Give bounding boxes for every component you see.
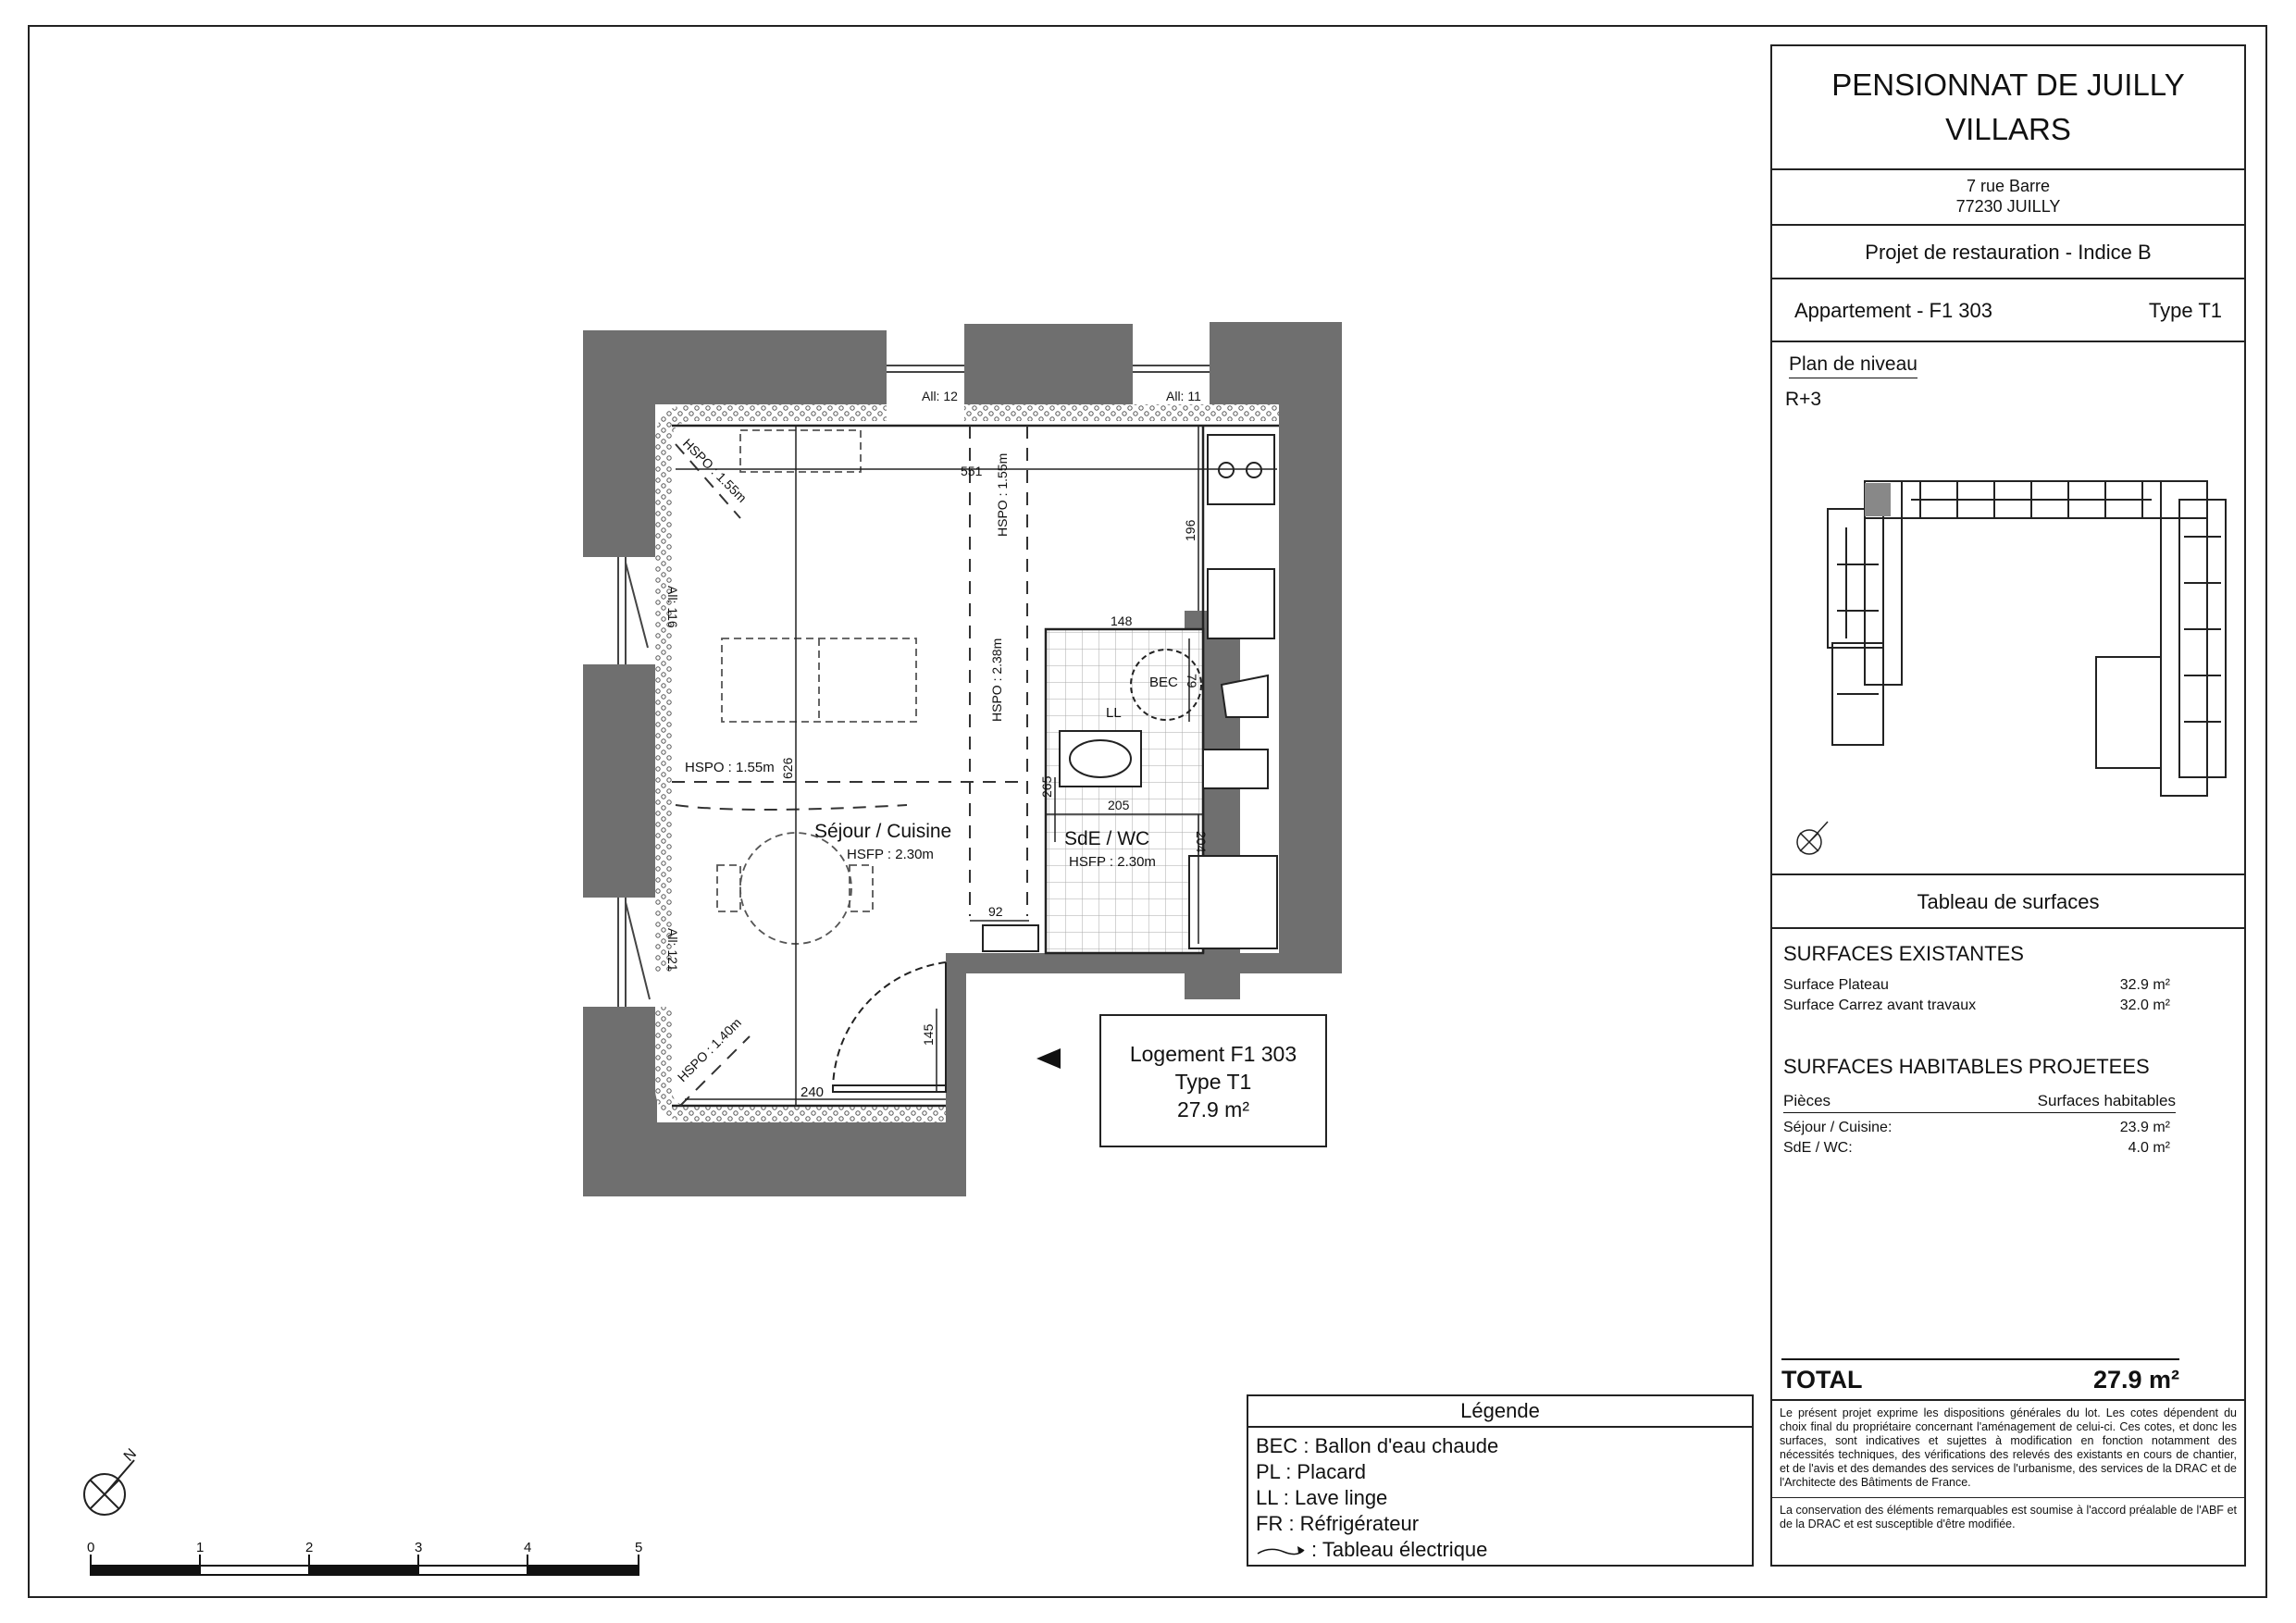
- scale-label-5: 5: [635, 1540, 643, 1555]
- legend-item-pl: PL : Placard: [1256, 1460, 1367, 1483]
- address-street: 7 rue Barre: [1966, 177, 2051, 195]
- furniture: [717, 430, 916, 944]
- dim-265: 265: [1039, 775, 1054, 798]
- existing-row-label: Surface Carrez avant travaux: [1783, 997, 1977, 1013]
- dim-79: 79: [1185, 674, 1199, 688]
- scale-bar: [91, 1555, 639, 1575]
- disclaimer-divider: [1772, 1497, 2244, 1498]
- building-subname: VILLARS: [1945, 112, 2071, 146]
- projected-row-value: 4.0 m²: [2128, 1140, 2170, 1156]
- logement-summary: [1099, 1014, 1327, 1147]
- level-label: R+3: [1785, 389, 1822, 410]
- allege-top-left: All: 12: [922, 389, 958, 403]
- projected-header: [1783, 1092, 2176, 1113]
- surfaces-title: Tableau de surfaces: [1772, 875, 2244, 929]
- ll-label: LL: [1106, 705, 1122, 721]
- legend-item-ll: LL : Lave linge: [1256, 1486, 1388, 1509]
- north-arrow-icon: [84, 1460, 134, 1515]
- electric-panel-icon: [1256, 1544, 1311, 1557]
- dim-626: 626: [780, 757, 795, 779]
- projected-row-label: SdE / WC:: [1783, 1140, 1853, 1156]
- dim-145: 145: [921, 1023, 936, 1046]
- dim-205: 205: [1108, 798, 1130, 812]
- bec-label: BEC: [1149, 675, 1178, 690]
- existing-row: [1783, 977, 2170, 996]
- pointer-arrow-icon: [1036, 1048, 1061, 1069]
- address-city: 77230 JUILLY: [1955, 197, 2061, 216]
- project-label: Projet de restauration - Indice B: [1772, 226, 2244, 279]
- address: [1772, 170, 2244, 226]
- apartment-label: Appartement - F1 303: [1794, 299, 1993, 322]
- legend-item-te-label: : Tableau électrique: [1311, 1538, 1488, 1561]
- apartment-row: [1772, 279, 2244, 342]
- existing-row-value: 32.0 m²: [2119, 997, 2170, 1013]
- logement-area: 27.9 m²: [1177, 1097, 1249, 1121]
- dim-551: 551: [961, 464, 983, 478]
- total-value: 27.9 m²: [2092, 1366, 2179, 1394]
- existing-title: SURFACES EXISTANTES: [1783, 942, 2024, 965]
- building-title: [1772, 46, 2244, 170]
- allege-left-top: All: 116: [665, 586, 680, 628]
- building-name: PENSIONNAT DE JUILLY: [1831, 68, 2185, 102]
- total-row: [1781, 1358, 2179, 1399]
- scale-label-1: 1: [196, 1540, 205, 1555]
- dim-92: 92: [988, 904, 1003, 919]
- existing-row-value: 32.9 m²: [2119, 977, 2170, 993]
- legend-item-fr: FR : Réfrigérateur: [1256, 1512, 1420, 1535]
- projected-row: [1783, 1120, 2170, 1138]
- logement-type: Type T1: [1174, 1070, 1252, 1094]
- projected-title: SURFACES HABITABLES PROJETEES: [1783, 1055, 2150, 1078]
- apartment-type: Type T1: [2148, 299, 2222, 322]
- title-block: [1770, 44, 2246, 1567]
- projected-row-label: Séjour / Cuisine:: [1783, 1120, 1893, 1135]
- col-rooms: Pièces: [1783, 1092, 1831, 1109]
- room-height-sejour: HSFP : 2.30m: [847, 847, 934, 862]
- dim-196: 196: [1183, 519, 1198, 541]
- north-label: N: [120, 1445, 141, 1465]
- scale-label-2: 2: [305, 1540, 314, 1555]
- scale-label-4: 4: [524, 1540, 532, 1555]
- dim-148: 148: [1111, 613, 1133, 628]
- col-surfaces: Surfaces habitables: [2037, 1092, 2176, 1109]
- legend-item-te: [1248, 1537, 1752, 1563]
- surfaces-table: [1772, 929, 2244, 1410]
- scale-label-0: 0: [87, 1540, 95, 1555]
- hspo-mid: HSPO : 1.55m: [685, 760, 775, 775]
- room-name-sejour: Séjour / Cuisine: [814, 821, 952, 842]
- plan-label: Plan de niveau: [1789, 353, 1917, 378]
- level-mini-plan: [1772, 342, 2244, 875]
- allege-top-right: All: 11: [1166, 389, 1201, 403]
- disclaimer-abf: La conservation des éléments remarquables est soumise à l'accord préalable de l'ABF et de la DRAC et est susceptible d'être modifiée.: [1780, 1504, 2237, 1530]
- level-plan: [1772, 342, 2244, 875]
- room-height-sde: HSFP : 2.30m: [1069, 854, 1156, 870]
- projected-row-value: 23.9 m²: [2119, 1120, 2170, 1135]
- allege-left-bottom: All: 121: [665, 928, 680, 972]
- legend-item-bec: BEC : Ballon d'eau chaude: [1256, 1434, 1499, 1457]
- hspo-238: HSPO : 2.38m: [989, 638, 1004, 722]
- legend-title: Légende: [1248, 1396, 1752, 1428]
- disclaimer: [1772, 1399, 2244, 1568]
- total-label: TOTAL: [1781, 1366, 1863, 1394]
- room-name-sde: SdE / WC: [1064, 828, 1150, 849]
- hspo-vertical: HSPO : 1.55m: [995, 452, 1010, 537]
- logement-name: Logement F1 303: [1129, 1042, 1297, 1066]
- existing-row: [1783, 997, 2170, 1016]
- disclaimer-general: Le présent projet exprime les dispositions générales du lot. Les cotes dépendent du choix final du propriétaire concernant l'aménagement de celui-ci. Ces cotes, et donc les surfaces, sont indicatives et sujettes à modification en fonction notamment des nécessités techniques, des vérifications des relevés des existants en cours de chantier, et de l'avis et des demandes des services de l'urbanisme, des services de la DRAC et de l'Architecte des Bâtiments de France.: [1780, 1406, 2237, 1489]
- dim-204: 204: [1194, 831, 1209, 853]
- existing-row-label: Surface Plateau: [1783, 977, 1889, 993]
- dim-240: 240: [800, 1084, 825, 1100]
- hspo-corner-bottom: HSPO : 1.40m: [674, 1014, 744, 1085]
- scale-label-3: 3: [415, 1540, 423, 1555]
- legend: [1247, 1394, 1754, 1567]
- hspo-corner-top: HSPO : 1.55m: [679, 435, 751, 505]
- projected-row: [1783, 1140, 2170, 1158]
